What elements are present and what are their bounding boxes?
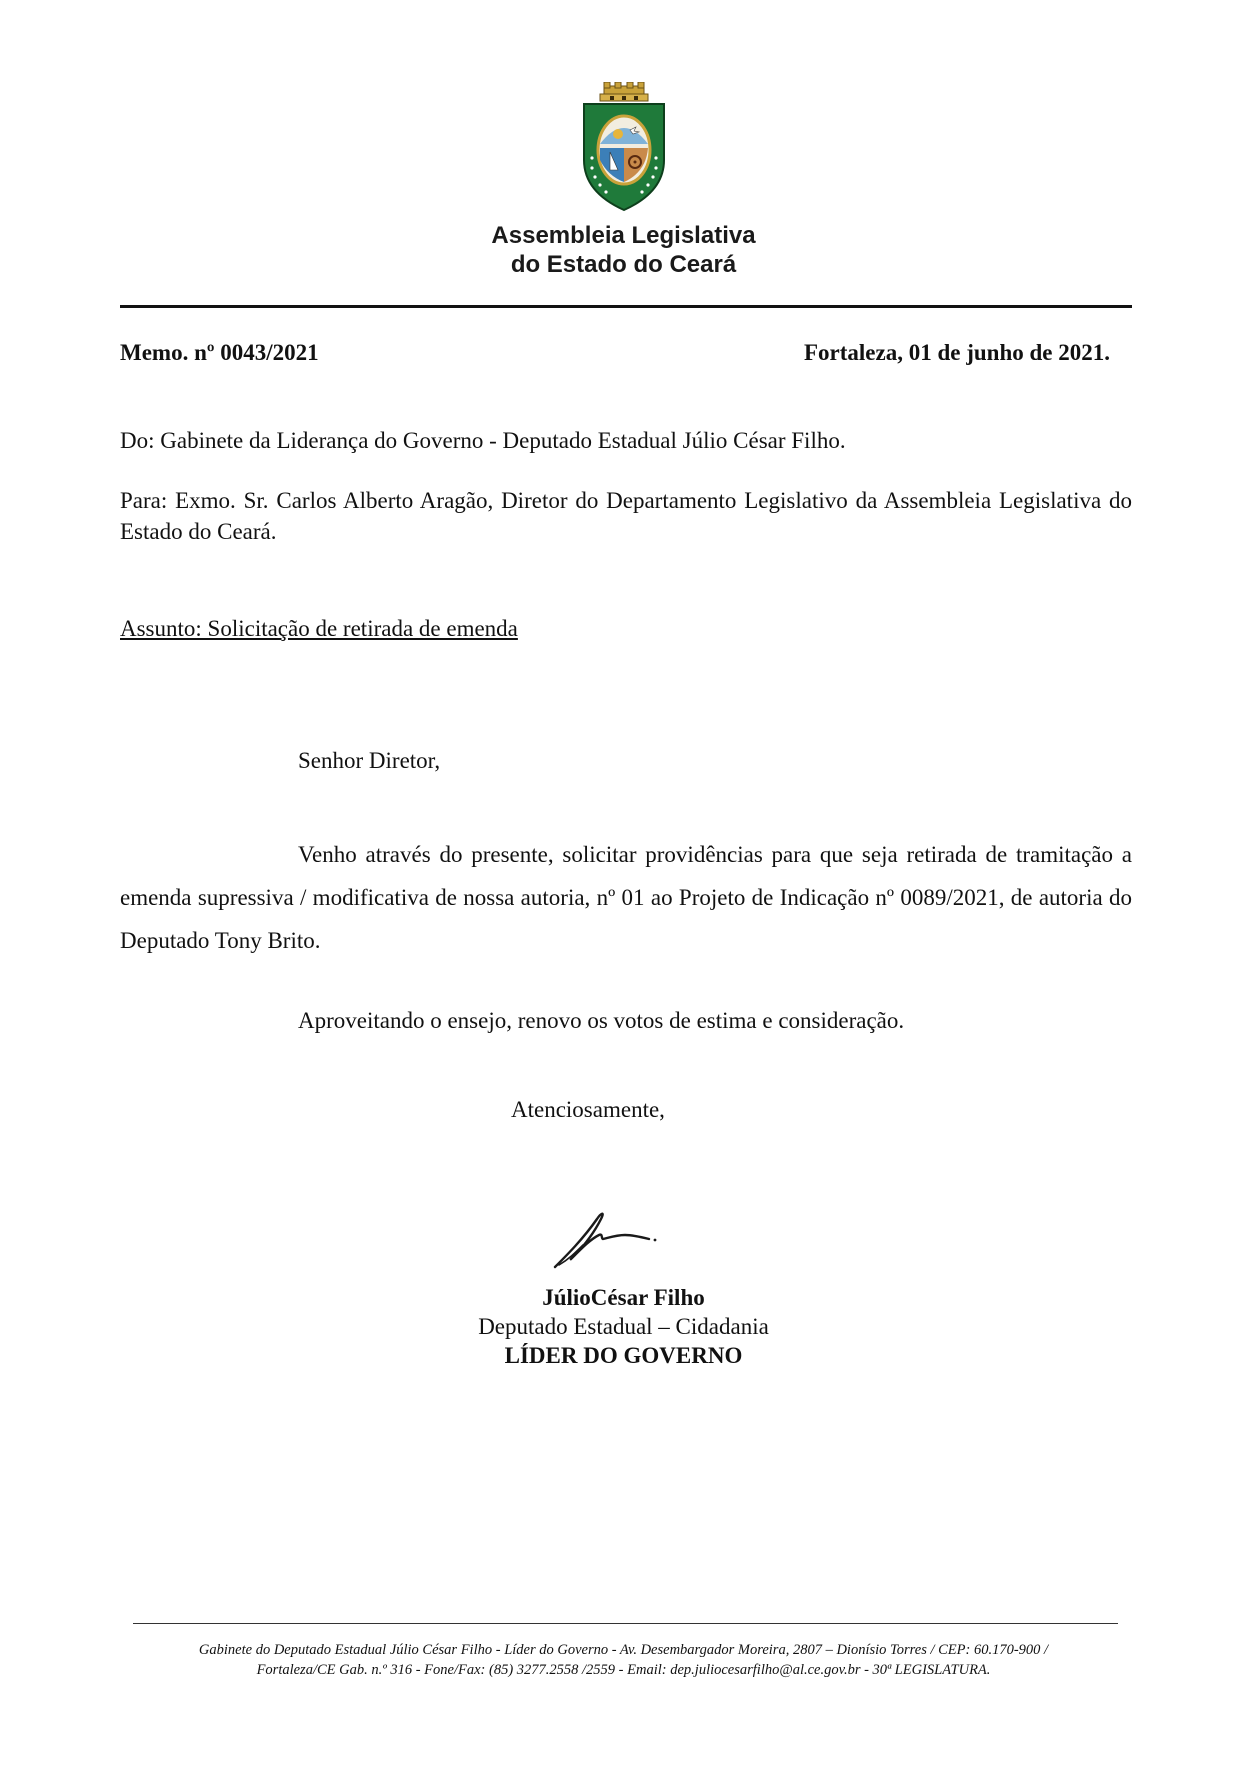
signer-role: Deputado Estadual – Cidadania: [478, 1314, 769, 1339]
signer-title: LÍDER DO GOVERNO: [504, 1343, 743, 1368]
regards: Atenciosamente,: [511, 1097, 665, 1122]
memo-number: Memo. nº 0043/2021: [120, 340, 319, 365]
footer-divider: [133, 1623, 1118, 1624]
handwritten-signature: [545, 1205, 670, 1275]
from-line: Do: Gabinete da Liderança do Governo - Deputado Estadual Júlio César Filho.: [120, 428, 846, 453]
footer-address-line2: Fortaleza/CE Gab. n.º 316 - Fone/Fax: (85) 3277.2558 /2559 - Email: dep.juliocesarfilho@al.ce.gov.br - 30ª LEGISLATURA.: [256, 1662, 991, 1678]
to-line: Para: Exmo. Sr. Carlos Alberto Aragão, Diretor do Departamento Legislativo da Assembleia Legislativa do Estado do Ceará.: [120, 488, 1132, 544]
salutation: Senhor Diretor,: [298, 748, 441, 773]
closing-paragraph: Aproveitando o ensejo, renovo os votos de estima e consideração.: [298, 1008, 905, 1033]
memo-date: Fortaleza, 01 de junho de 2021.: [803, 340, 1110, 365]
state-coat-of-arms-icon: [578, 82, 670, 214]
institution-name-line1: Assembleia Legislativa: [491, 222, 756, 249]
subject-line: Assunto: Solicitação de retirada de emenda: [120, 616, 518, 641]
footer-address-line1: Gabinete do Deputado Estadual Júlio César Filho - Líder do Governo - Av. Desembargador Moreira, 2807 – Dionísio Torres / CEP: 60.170-900 /: [198, 1642, 1049, 1658]
header-divider: [120, 305, 1132, 308]
institution-name-line2: do Estado do Ceará: [510, 251, 737, 278]
signer-name: JúlioCésar Filho: [542, 1285, 705, 1310]
body-paragraph: Venho através do presente, solicitar providências para que seja retirada de tramitação a emenda supressiva / modificativa de nossa autoria, nº 01 ao Projeto de Indicação nº 0089/2021, de autoria do Deputado Tony Brito.: [120, 842, 1132, 953]
